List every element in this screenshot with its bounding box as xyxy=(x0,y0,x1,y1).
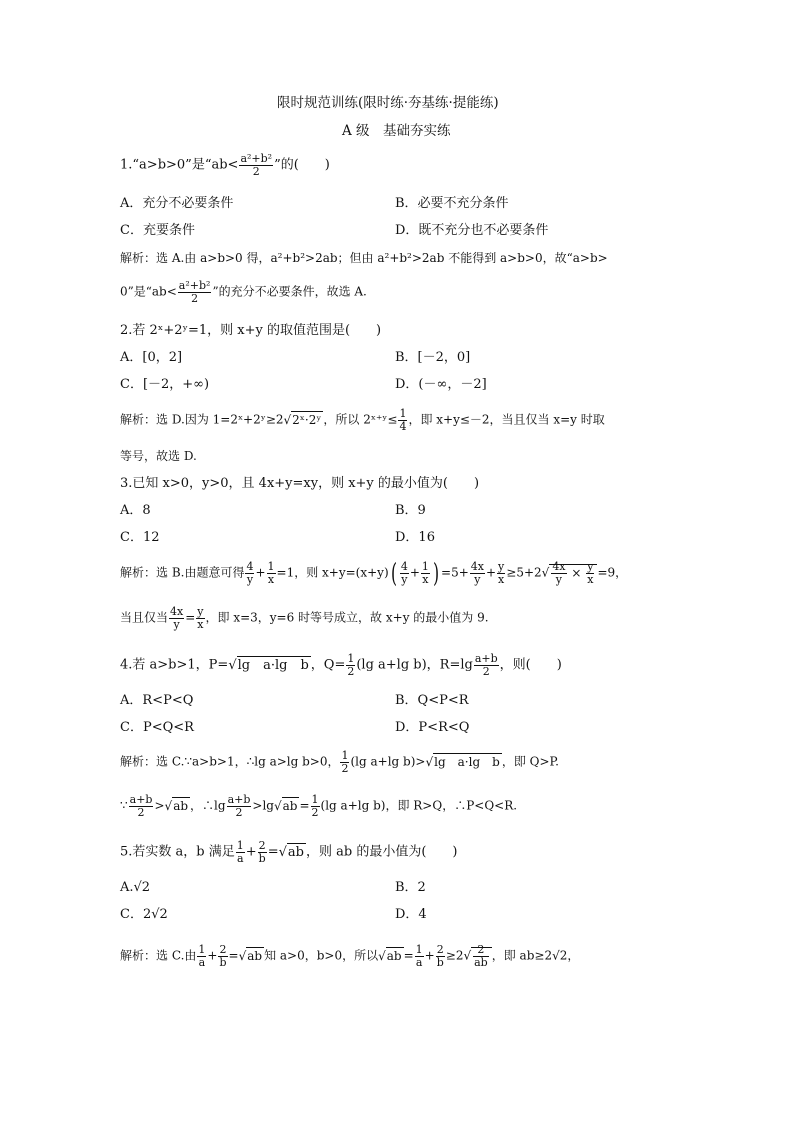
q1-solution-line-2: 0”是“ab< $\frac{\text{a²+b²}}{2}$ ”的充分不必要条件，故选 A. xyxy=(120,279,367,305)
q3-option-d: D．16 xyxy=(395,530,435,545)
question-3-stem: 3.已知 x>0，y>0，且 4x+y=xy，则 x+y 的最小值为( ) xyxy=(120,476,480,491)
q5-solution-line-1: 解析：选 C.由 $\frac{1}{a}$ + $\frac{2}{b}$ =√ab 知 a>0，b>0，所以√ab = $\frac{1}{a}$ + $\frac{2}{b}$ ≥2√ $\frac{2}{ab}$ ，即 ab≥2√2， xyxy=(120,943,580,969)
q1-option-c: C．充要条件 xyxy=(120,223,195,238)
q4-solution-line-1: 解析：选 C.∵a>b>1，∴lg a>lg b>0， $\frac{1}{2}$ (lg a+lg b)>√lg a·lg b ，即 Q>P. xyxy=(120,749,559,775)
q4-option-a: A．R<P<Q xyxy=(120,693,194,708)
sqrt: √2ˣ·2ʸ xyxy=(283,412,322,427)
question-4-stem: 4.若 a>b>1，P=√lg a·lg b ，Q= $\frac{1}{2}$ (lg a+lg b)，R=lg $\frac{a+b}{2}$ ，则( ) xyxy=(120,652,562,678)
question-5-stem: 5.若实数 a，b 满足 $\frac{1}{a}$ + $\frac{2}{b}$ =√ab ，则 ab 的最小值为( ) xyxy=(120,839,458,865)
q2-solution-line-2: 等号，故选 D. xyxy=(120,449,197,463)
q1-solution-line-1: 解析：选 A.由 a>b>0 得，a²+b²>2ab；但由 a²+b²>2ab 不能得到 a>b>0，故“a>b> xyxy=(120,251,608,265)
fraction: $\frac{\text{a²+b²}}{2}$ xyxy=(240,152,273,178)
q5-option-a: A.√2 xyxy=(120,880,151,895)
fraction: $\frac{1}{4}$ xyxy=(399,407,407,433)
q3-option-a: A．8 xyxy=(120,503,151,518)
page-title: 限时规范训练(限时练·夯基练·提能练) xyxy=(277,95,499,111)
q2-option-c: C．[－2，+∞) xyxy=(120,377,210,392)
q2-solution-line-1: 解析：选 D.因为 1=2ˣ+2ʸ≥2√2ˣ·2ʸ ，所以 2ˣ⁺ʸ≤ $\frac{1}{4}$ ，即 x+y≤－2，当且仅当 x=y 时取 xyxy=(120,407,605,433)
q4-option-d: D．P<R<Q xyxy=(395,720,470,735)
q3-solution-line-2: 当且仅当 $\frac{4x}{y}$ = $\frac{y}{x}$ ，即 x=3，y=6 时等号成立，故 x+y 的最小值为 9. xyxy=(120,605,489,631)
q5-option-d: D．4 xyxy=(395,907,427,922)
fraction: $\frac{\text{a²+b²}}{2}$ xyxy=(178,279,211,305)
q3-option-c: C．12 xyxy=(120,530,160,545)
q1-option-a: A．充分不必要条件 xyxy=(120,196,234,211)
sqrt: √ $\frac{4x}{y}$ × $\frac{y}{x}$ xyxy=(542,561,598,585)
question-1-stem: 1.“a>b>0”是“ab< $\frac{\text{a²+b²}}{2}$ ”的( ) xyxy=(120,152,330,178)
q2-option-b: B．[－2，0] xyxy=(395,350,471,365)
section-title: A 级 基础夯实练 xyxy=(342,123,451,139)
q3-solution-line-1: 解析：选 B.由题意可得 $\frac{4}{y}$ + $\frac{1}{x}$ =1，则 x+y=(x+y)( $\frac{4}{y}$ + $\frac{1}{x}$ ) =5+ $\frac{4x}{y}$ + $\frac{y}{x}$ ≥5+2√ $\frac{4x}{y}$ × $\frac{y}{x}$ =9， xyxy=(120,558,628,589)
q3-option-b: B．9 xyxy=(395,503,426,518)
q1-option-b: B．必要不充分条件 xyxy=(395,196,509,211)
q4-option-c: C．P<Q<R xyxy=(120,720,194,735)
question-2-stem: 2.若 2ˣ+2ʸ=1，则 x+y 的取值范围是( ) xyxy=(120,323,382,338)
q4-option-b: B．Q<P<R xyxy=(395,693,469,708)
q2-option-a: A．[0，2] xyxy=(120,350,183,365)
q1-option-d: D．既不充分也不必要条件 xyxy=(395,223,549,238)
q5-option-b: B．2 xyxy=(395,880,426,895)
q5-option-c: C．2√2 xyxy=(120,907,168,922)
q2-option-d: D．(－∞，－2] xyxy=(395,377,487,392)
q4-solution-line-2: ∵ $\frac{a+b}{2}$ >√ab ，∴lg $\frac{a+b}{2}$ >lg√ab = $\frac{1}{2}$ (lg a+lg b)，即 R>Q，∴P<Q<R. xyxy=(120,793,518,819)
